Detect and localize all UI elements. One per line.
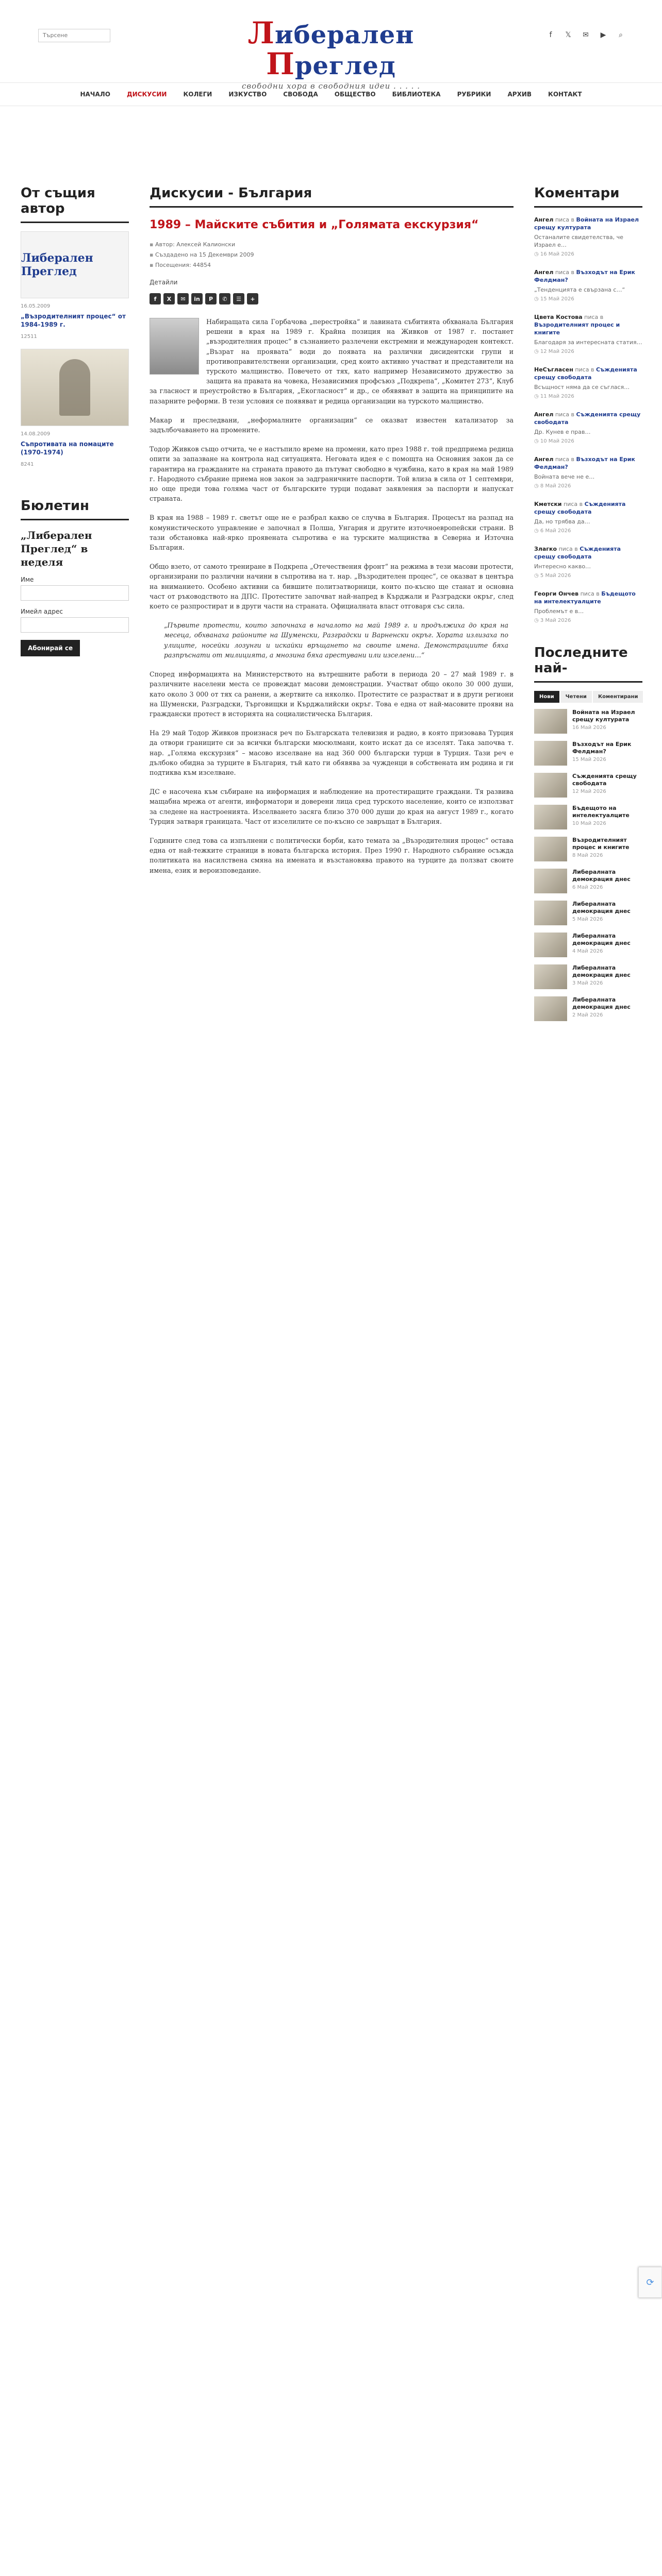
- latest-item[interactable]: [534, 901, 642, 925]
- latest-item[interactable]: [534, 869, 642, 893]
- latest-date: 4 Май 2026: [572, 948, 603, 954]
- article-paragraph: Годините след това са изпълнени с политически борби, като темата за „Възродителния процес“ остава една от най-тежките страници в новата българска история. През 1990 г. Народното събрание осъжда политиката на насилствена смяна на имената и възстановява правото на турците да ползват своите имена, език и вероизповедание.: [150, 836, 514, 874]
- share-facebook-icon[interactable]: f: [150, 293, 161, 304]
- latest-list: [534, 709, 642, 1021]
- latest-title-text[interactable]: Съжденията срещу свободата: [572, 773, 637, 787]
- nav-discussions[interactable]: ДИСКУСИИ: [126, 91, 167, 98]
- latest-title-text[interactable]: Либералната демокрация днес: [572, 964, 631, 978]
- comment-item[interactable]: [534, 590, 642, 624]
- latest-item[interactable]: [534, 741, 642, 766]
- nav-society[interactable]: ОБЩЕСТВО: [334, 91, 376, 98]
- article-date: ▪ Създадено на 15 Декември 2009: [150, 250, 514, 260]
- article-views: ▪ Посещения: 44854: [150, 260, 514, 270]
- latest-date: 16 Май 2026: [572, 725, 606, 731]
- logo-initial-1: Л: [247, 15, 275, 50]
- share-buttons: [150, 293, 514, 304]
- latest-item[interactable]: [534, 996, 642, 1021]
- latest-thumbnail: [534, 837, 567, 861]
- latest-item[interactable]: [534, 933, 642, 957]
- comment-date: ◷ 6 Май 2026: [534, 527, 642, 535]
- latest-date: 15 Май 2026: [572, 757, 606, 762]
- comment-item[interactable]: [534, 545, 642, 580]
- latest-date: 3 Май 2026: [572, 980, 603, 986]
- comment-post-link[interactable]: Бъдещото на интелектуалците: [534, 590, 636, 605]
- comment-author: Ангел: [534, 411, 554, 418]
- nav-rubrics[interactable]: РУБРИКИ: [457, 91, 491, 98]
- nav-library[interactable]: БИБЛИОТЕКА: [392, 91, 441, 98]
- comment-connector: писа в: [558, 546, 578, 552]
- category-title: Дискусии - България: [150, 185, 514, 208]
- article-paragraph: Макар и преследвани, „неформалните организации“ се оказват известен катализатор за задълбочаването на промените.: [150, 416, 514, 434]
- comment-post-link[interactable]: Възходът на Ерик Фелдман?: [534, 269, 635, 283]
- nav-archive[interactable]: АРХИВ: [507, 91, 532, 98]
- author-post-image-2[interactable]: [21, 349, 129, 426]
- social-links: [545, 30, 626, 40]
- comment-item[interactable]: [534, 455, 642, 490]
- comment-post-link[interactable]: Възродителният процес и книгите: [534, 321, 620, 336]
- latest-date: 6 Май 2026: [572, 885, 603, 890]
- article-paragraph: Набиращата сила Горбачова „перестройка“ и лавината събитията обхванала България решени в края на 1989 г. Крайна позиция на Живков от 1987 г. постанет „възродителния процес“ в съзнанието разлечени екстремни и международен контекст. „Възрат на проявата“ води до появата на различни дисидентски групи и противоправителствени организации, сред които активно участват и представители на турското малцинство. Повечето от тях, като например Независимото дружество за защита на правата на човека, Независимия профсъюз „Подкрепа“, „Комитет 273“, Клуб за гласност и преустройство в България, „Екогласност“ и др., се обявяват в защита на принципите на пазарните реформи. В тези условия се появяват и редица организации на турското малцинство.: [150, 318, 514, 405]
- comment-connector: писа в: [580, 590, 600, 597]
- latest-item[interactable]: [534, 964, 642, 989]
- latest-title-text[interactable]: Войната на Израел срещу културата: [572, 709, 635, 723]
- latest-item[interactable]: [534, 773, 642, 798]
- share-email-icon[interactable]: ✉: [177, 293, 189, 304]
- comment-date: ◷ 5 Май 2026: [534, 572, 642, 580]
- comment-excerpt: Останалите свидетелства, че Израел е…: [534, 234, 623, 248]
- comment-excerpt: Интересно какво…: [534, 563, 591, 570]
- youtube-icon[interactable]: ▶: [600, 31, 606, 39]
- comment-date: ◷ 3 Май 2026: [534, 617, 642, 624]
- latest-thumbnail: [534, 773, 567, 798]
- comment-item[interactable]: [534, 411, 642, 445]
- search-icon[interactable]: ⌕: [619, 31, 623, 39]
- comment-connector: писа в: [555, 216, 574, 223]
- author-box-logo: Либерален Преглед: [21, 251, 93, 278]
- post-view-count: 8241: [21, 462, 34, 467]
- facebook-icon[interactable]: f: [549, 31, 552, 39]
- comment-item[interactable]: [534, 366, 642, 400]
- comment-author: Злагко: [534, 546, 557, 552]
- name-label: Име: [21, 576, 34, 583]
- latest-title-text[interactable]: Либералната демокрация днес: [572, 996, 631, 1010]
- latest-title-text[interactable]: Възходът на Ерик Фелдман?: [572, 741, 632, 755]
- comment-connector: писа в: [555, 456, 574, 463]
- article-paragraph: ДС е насочена към събиране на информация и наблюдение на протестиращите граждани. Тя развива мащабна мрежа от агенти, информатори и доверени лица сред турското население, които се използват за следене на настроенията. Изселването засяга близо 370 000 души до края на август 1989 г., когато Турция затваря границата. Част от изселилите се по-късно се завръщат в България.: [150, 788, 514, 825]
- comment-connector: писа в: [575, 366, 594, 373]
- recaptcha-icon: ⟳: [646, 2277, 654, 2288]
- article-paragraph: На 29 май Тодор Живков произнася реч по Българската телевизия и радио, в която призовава Турция да отвори границите си за всички български мюсюлмани, които искат да се изселят. Така започва т. нар. „Голяма екскурзия“ – масово изселване на над 360 000 български турци в Турция. Тази реч е дълбоко обидна за турците в България, тъй като ги обявява за чужденци в собствената им родина и ги подтиква към изселване.: [150, 729, 514, 776]
- article-meta: [150, 240, 514, 270]
- email-icon[interactable]: ✉: [583, 31, 589, 39]
- latest-widget-title: Последните най-: [534, 645, 642, 683]
- article-paragraph: Според информацията на Министерството на вътрешните работи в периода 20 – 27 май 1989 г. в различните населени места се провеждат масови демонстрации. Участват общо около 30 000 души, като около 3 000 от тях са ранени, а жертвите са няколко. Протестите се разрастват и в други региони на Шуменски, Разградски, Търговищки и Кърджалийски окръг. Това е една от най-масовите прояви на граждански протест в историята на социалистическа България.: [150, 670, 514, 718]
- comment-post-link[interactable]: Съжденията срещу свободата: [534, 501, 626, 515]
- comment-post-link[interactable]: Съжденията срещу свободата: [534, 366, 637, 381]
- tab-new[interactable]: Нови: [534, 691, 559, 703]
- latest-item[interactable]: [534, 805, 642, 829]
- article-details: Детайли: [150, 279, 178, 286]
- comment-item[interactable]: [534, 268, 642, 303]
- share-more-icon[interactable]: +: [247, 293, 258, 304]
- latest-tabs: [534, 691, 642, 703]
- subscribe-button[interactable]: Абонирай се: [21, 640, 80, 656]
- latest-thumbnail: [534, 869, 567, 893]
- article-quote: „Първите протести, които започнаха в началото на май 1989 г. и продължиха до края на месеца, обхванаха районите на Шуменски, Разградски и Варненски окръг. Хората излизаха по улиците, носейки лозунги и искайки връщането на своите имена. Демонстрациите бяха разпръснати от милицията, а мнозина бяха арестувани или изселени…“: [164, 621, 508, 659]
- latest-item[interactable]: [534, 837, 642, 861]
- nav-contact[interactable]: КОНТАКТ: [548, 91, 582, 98]
- author-widget-title: От същия автор: [21, 185, 129, 223]
- comment-connector: писа в: [555, 411, 574, 418]
- share-whatsapp-icon[interactable]: ✆: [219, 293, 230, 304]
- portrait-figure: [59, 359, 90, 416]
- header: [0, 0, 662, 91]
- latest-date: 5 Май 2026: [572, 917, 603, 922]
- comment-author: Георги Ончев: [534, 590, 579, 597]
- name-input[interactable]: [21, 585, 129, 601]
- email-label: Имейл адрес: [21, 608, 63, 615]
- post-date: 16.05.2009: [21, 303, 51, 309]
- comment-author: НеСъгласен: [534, 366, 573, 373]
- comment-author: Ангел: [534, 269, 554, 276]
- article-author: ▪ Автор: Алексей Калионски: [150, 240, 514, 250]
- latest-thumbnail: [534, 805, 567, 829]
- tab-most-commented[interactable]: Коментирани: [593, 691, 643, 703]
- main-navigation: [0, 82, 662, 106]
- latest-date: 8 Май 2026: [572, 853, 603, 858]
- share-linkedin-icon[interactable]: in: [191, 293, 203, 304]
- comments-widget-title: Коментари: [534, 185, 642, 208]
- author-post-link-1[interactable]: „Възродителният процес“ от 1984-1989 г.: [21, 313, 126, 328]
- x-twitter-icon[interactable]: 𝕏: [565, 31, 571, 39]
- share-pinterest-icon[interactable]: P: [205, 293, 217, 304]
- latest-date: 10 Май 2026: [572, 821, 606, 826]
- latest-thumbnail: [534, 741, 567, 766]
- comment-author: Ангел: [534, 456, 554, 463]
- comment-date: ◷ 11 Май 2026: [534, 393, 642, 400]
- comment-post-link[interactable]: Съжденията срещу свободата: [534, 411, 641, 426]
- comment-post-link[interactable]: Войната на Израел срещу културата: [534, 216, 639, 231]
- nav-art[interactable]: ИЗКУСТВО: [228, 91, 267, 98]
- comments-list: [534, 216, 642, 624]
- article-body: [150, 317, 514, 875]
- logo-initial-2: П: [266, 46, 295, 81]
- latest-date: 12 Май 2026: [572, 789, 606, 794]
- comment-date: ◷ 12 Май 2026: [534, 348, 642, 355]
- article-title[interactable]: 1989 – Майските събития и „Голямата екскурзия“: [150, 218, 479, 231]
- share-print-icon[interactable]: ☰: [233, 293, 244, 304]
- author-post-link-2[interactable]: Съпротивата на помаците (1970-1974): [21, 440, 114, 456]
- comment-item[interactable]: [534, 216, 642, 258]
- comment-connector: писа в: [564, 501, 583, 507]
- search-input[interactable]: Търсене: [38, 29, 110, 42]
- article-paragraph: В края на 1988 – 1989 г. светът още не е разбрал какво се случва в България. Процесът на разпад на комунистическото управление е започнал в Полша, Унгария и другите източноевропейски страни. В тази обстановка най-ярко проявената съпротива е на турските малцинства в Северна и Източна България.: [150, 514, 514, 552]
- right-sidebar: [534, 185, 642, 1028]
- comment-excerpt: „Тенденцията е свързана с…“: [534, 286, 625, 293]
- logo-rest-1: иберален: [274, 21, 415, 49]
- latest-date: 2 Май 2026: [572, 1012, 603, 1018]
- comment-author: Кметски: [534, 501, 562, 507]
- article-paragraph: Тодор Живков също отчита, че е настъпило време на промени, като през 1988 г. той предприема редица опити за запазване на контрола над ситуацията. Неговата идея е с помощта на Основния закон да се гарантира на гражданите на страната правото да пътуват свободно в чужбина, като в края на май 1989 г. Народното събрание приема нов закон за задграничните паспорти. Той влиза в сила от 1 септември, но още преди това голяма част от българските турци подават заявления за паспорти и напускат страната.: [150, 445, 514, 503]
- article: [150, 185, 514, 885]
- comment-excerpt: Всъщност няма да се съглася…: [534, 384, 630, 391]
- comment-item[interactable]: [534, 313, 642, 355]
- logo-rest-2: реглед: [294, 52, 396, 80]
- email-input[interactable]: [21, 617, 129, 633]
- latest-thumbnail: [534, 901, 567, 925]
- comment-date: ◷ 15 Май 2026: [534, 295, 642, 303]
- comment-post-link[interactable]: Съжденията срещу свободата: [534, 546, 621, 560]
- latest-title-text[interactable]: Бъдещото на интелектуалците: [572, 805, 630, 819]
- comment-excerpt: Войната вече не е…: [534, 473, 595, 480]
- post-view-count: 12511: [21, 334, 37, 340]
- comment-connector: писа в: [555, 269, 574, 276]
- recaptcha-badge[interactable]: [638, 2267, 662, 2298]
- newsletter-description: „Либерален Преглед“ в неделя: [21, 529, 92, 568]
- site-tagline: свободни хора в свободния идеи . . . . .: [242, 81, 420, 91]
- comment-author: Цвета Костова: [534, 314, 583, 320]
- latest-title-text[interactable]: Възродителният процес и книгите: [572, 837, 630, 851]
- post-date: 14.08.2009: [21, 431, 51, 437]
- left-sidebar: [21, 185, 129, 656]
- latest-title-text[interactable]: Либералната демокрация днес: [572, 901, 631, 914]
- comment-date: ◷ 8 Май 2026: [534, 482, 642, 490]
- comment-item[interactable]: [534, 500, 642, 535]
- nav-home[interactable]: НАЧАЛО: [80, 91, 110, 98]
- latest-title-text[interactable]: Либералната демокрация днес: [572, 933, 631, 946]
- latest-thumbnail: [534, 933, 567, 957]
- comment-excerpt: Благодаря за интересната статия…: [534, 339, 642, 346]
- latest-thumbnail: [534, 996, 567, 1021]
- article-paragraph: Общо взето, от самото трениране в Подкрепа „Отечествения фронт“ на режима в тези масови протести, организирани по различни начини в съпротива на т. нар. „Възродителен процес“, се оказват в центъра на вниманието. Особено активни са бившите политзатворници, които по-късно ще станат и основна част от ръководството на ДПС. Протестите започват най-напред в Кърджали и Разградски окръг, след което се разпростират и в други части на страната. Официалната власт отговаря със сила.: [150, 563, 514, 611]
- comment-excerpt: Да, но трябва да…: [534, 518, 590, 525]
- nav-freedom[interactable]: СВОБОДА: [283, 91, 318, 98]
- latest-thumbnail: [534, 964, 567, 989]
- nav-colleagues[interactable]: КОЛЕГИ: [183, 91, 212, 98]
- comment-date: ◷ 16 Май 2026: [534, 250, 642, 258]
- article-photo: [150, 318, 199, 375]
- latest-thumbnail: [534, 709, 567, 734]
- author-post-image-1[interactable]: [21, 231, 129, 298]
- comment-date: ◷ 10 Май 2026: [534, 437, 642, 445]
- share-x-icon[interactable]: X: [163, 293, 175, 304]
- comment-connector: писа в: [584, 314, 604, 320]
- latest-item[interactable]: [534, 709, 642, 734]
- comment-excerpt: Проблемът е в…: [534, 608, 584, 615]
- site-logo[interactable]: [227, 15, 435, 91]
- tab-most-read[interactable]: Четени: [560, 691, 592, 703]
- comment-excerpt: Др. Кунев е прав…: [534, 429, 591, 435]
- comment-author: Ангел: [534, 216, 554, 223]
- latest-title-text[interactable]: Либералната демокрация днес: [572, 869, 631, 883]
- comment-post-link[interactable]: Възходът на Ерик Фелдман?: [534, 456, 635, 470]
- newsletter-title: Бюлетин: [21, 498, 129, 520]
